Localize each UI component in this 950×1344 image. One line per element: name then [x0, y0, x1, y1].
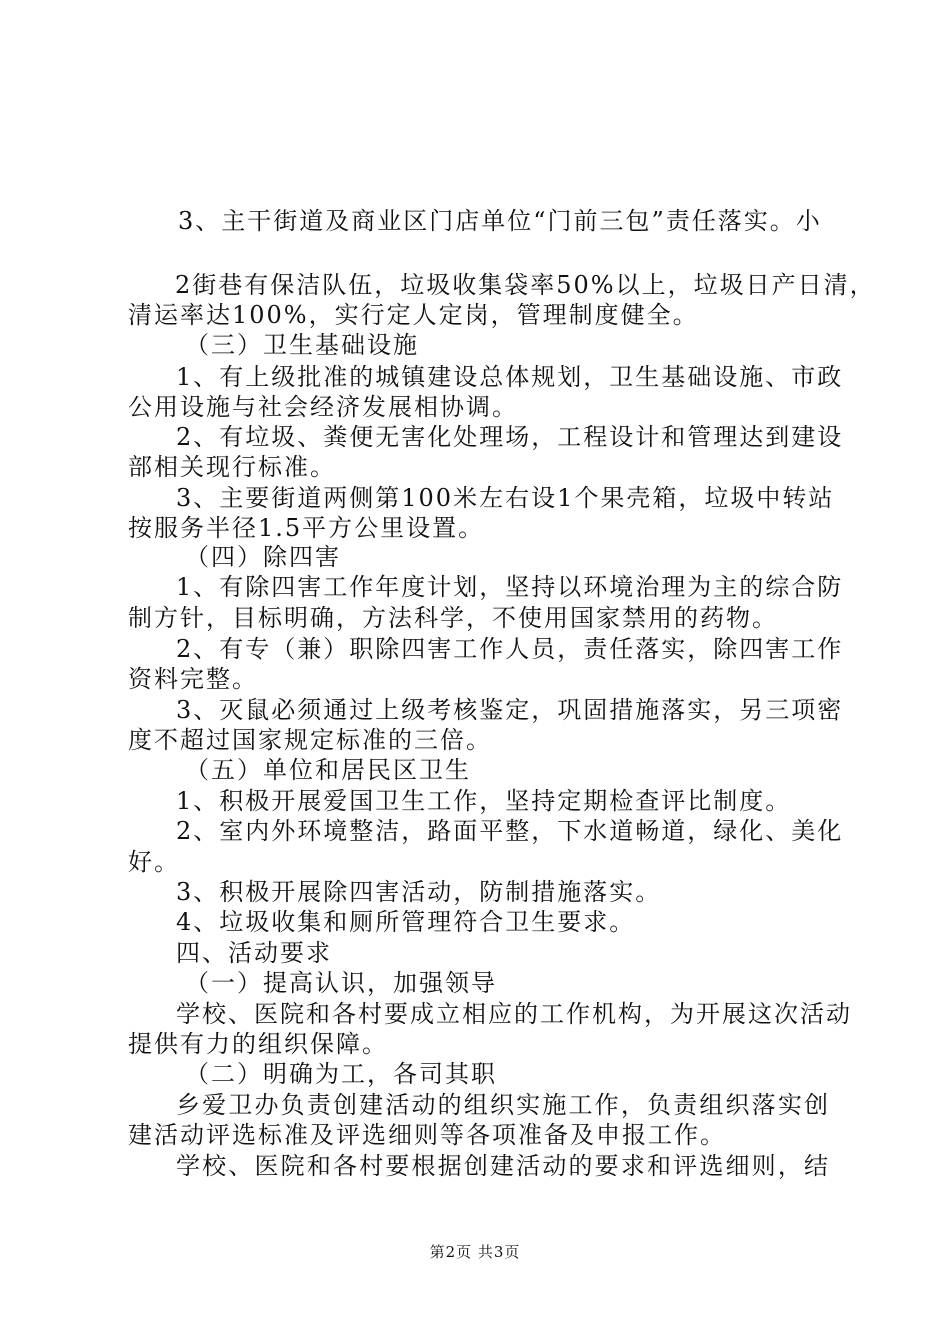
section-heading: （二）明确为工，各司其职 — [185, 1060, 497, 1088]
page-number: 第2页 共3页 — [429, 1243, 521, 1261]
body-line: 2街巷有保洁队伍，垃圾收集袋率50%以上，垃圾日产日清， — [175, 271, 876, 299]
body-line: 4、垃圾收集和厕所管理符合卫生要求。 — [176, 908, 636, 936]
body-line: 提供有力的组织保障。 — [128, 1030, 388, 1058]
body-line: 3、主干街道及商业区门店单位“门前三包”责任落实。小 — [178, 207, 822, 235]
section-heading: （五）单位和居民区卫生 — [185, 756, 471, 784]
body-line: 好。 — [128, 848, 180, 876]
body-line: 按服务半径1.5平方公里设置。 — [128, 514, 485, 542]
body-line: 1、有除四害工作年度计划，坚持以环境治理为主的综合防 — [176, 573, 844, 601]
section-heading: （四）除四害 — [185, 543, 341, 571]
body-line: 资料完整。 — [128, 665, 258, 693]
body-line: 学校、医院和各村要根据创建活动的要求和评选细则，结 — [176, 1152, 830, 1180]
body-line: 制方针，目标明确，方法科学，不使用国家禁用的药物。 — [128, 604, 778, 632]
section-heading: （一）提高认识，加强领导 — [185, 969, 497, 997]
section-heading: （三）卫生基础设施 — [185, 331, 419, 359]
body-line: 建活动评选标准及评选细则等各项准备及申报工作。 — [128, 1121, 726, 1149]
body-line: 3、积极开展除四害活动，防制措施落实。 — [176, 878, 662, 906]
body-line: 部相关现行标准。 — [128, 453, 336, 481]
body-line: 3、主要街道两侧第100米左右设1个果壳箱，垃圾中转站 — [176, 484, 835, 512]
body-line: 乡爱卫办负责创建活动的组织实施工作，负责组织落实创 — [176, 1091, 830, 1119]
section-heading: 四、活动要求 — [176, 939, 332, 967]
body-line: 学校、医院和各村要成立相应的工作机构，为开展这次活动 — [176, 1000, 852, 1028]
body-line: 公用设施与社会经济发展相协调。 — [128, 393, 518, 421]
body-line: 3、灭鼠必须通过上级考核鉴定，巩固措施落实，另三项密 — [176, 696, 844, 724]
body-line: 1、积极开展爱国卫生工作，坚持定期检查评比制度。 — [176, 787, 792, 815]
body-line: 清运率达100%，实行定人定岗，管理制度健全。 — [128, 301, 699, 329]
body-line: 2、有垃圾、粪便无害化处理场，工程设计和管理达到建设 — [176, 423, 844, 451]
body-line: 1、有上级批准的城镇建设总体规划，卫生基础设施、市政 — [176, 363, 844, 391]
body-line: 度不超过国家规定标准的三倍。 — [128, 726, 492, 754]
body-line: 2、室内外环境整洁，路面平整，下水道畅道，绿化、美化 — [176, 817, 844, 845]
body-line: 2、有专（兼）职除四害工作人员，责任落实，除四害工作 — [176, 635, 844, 663]
